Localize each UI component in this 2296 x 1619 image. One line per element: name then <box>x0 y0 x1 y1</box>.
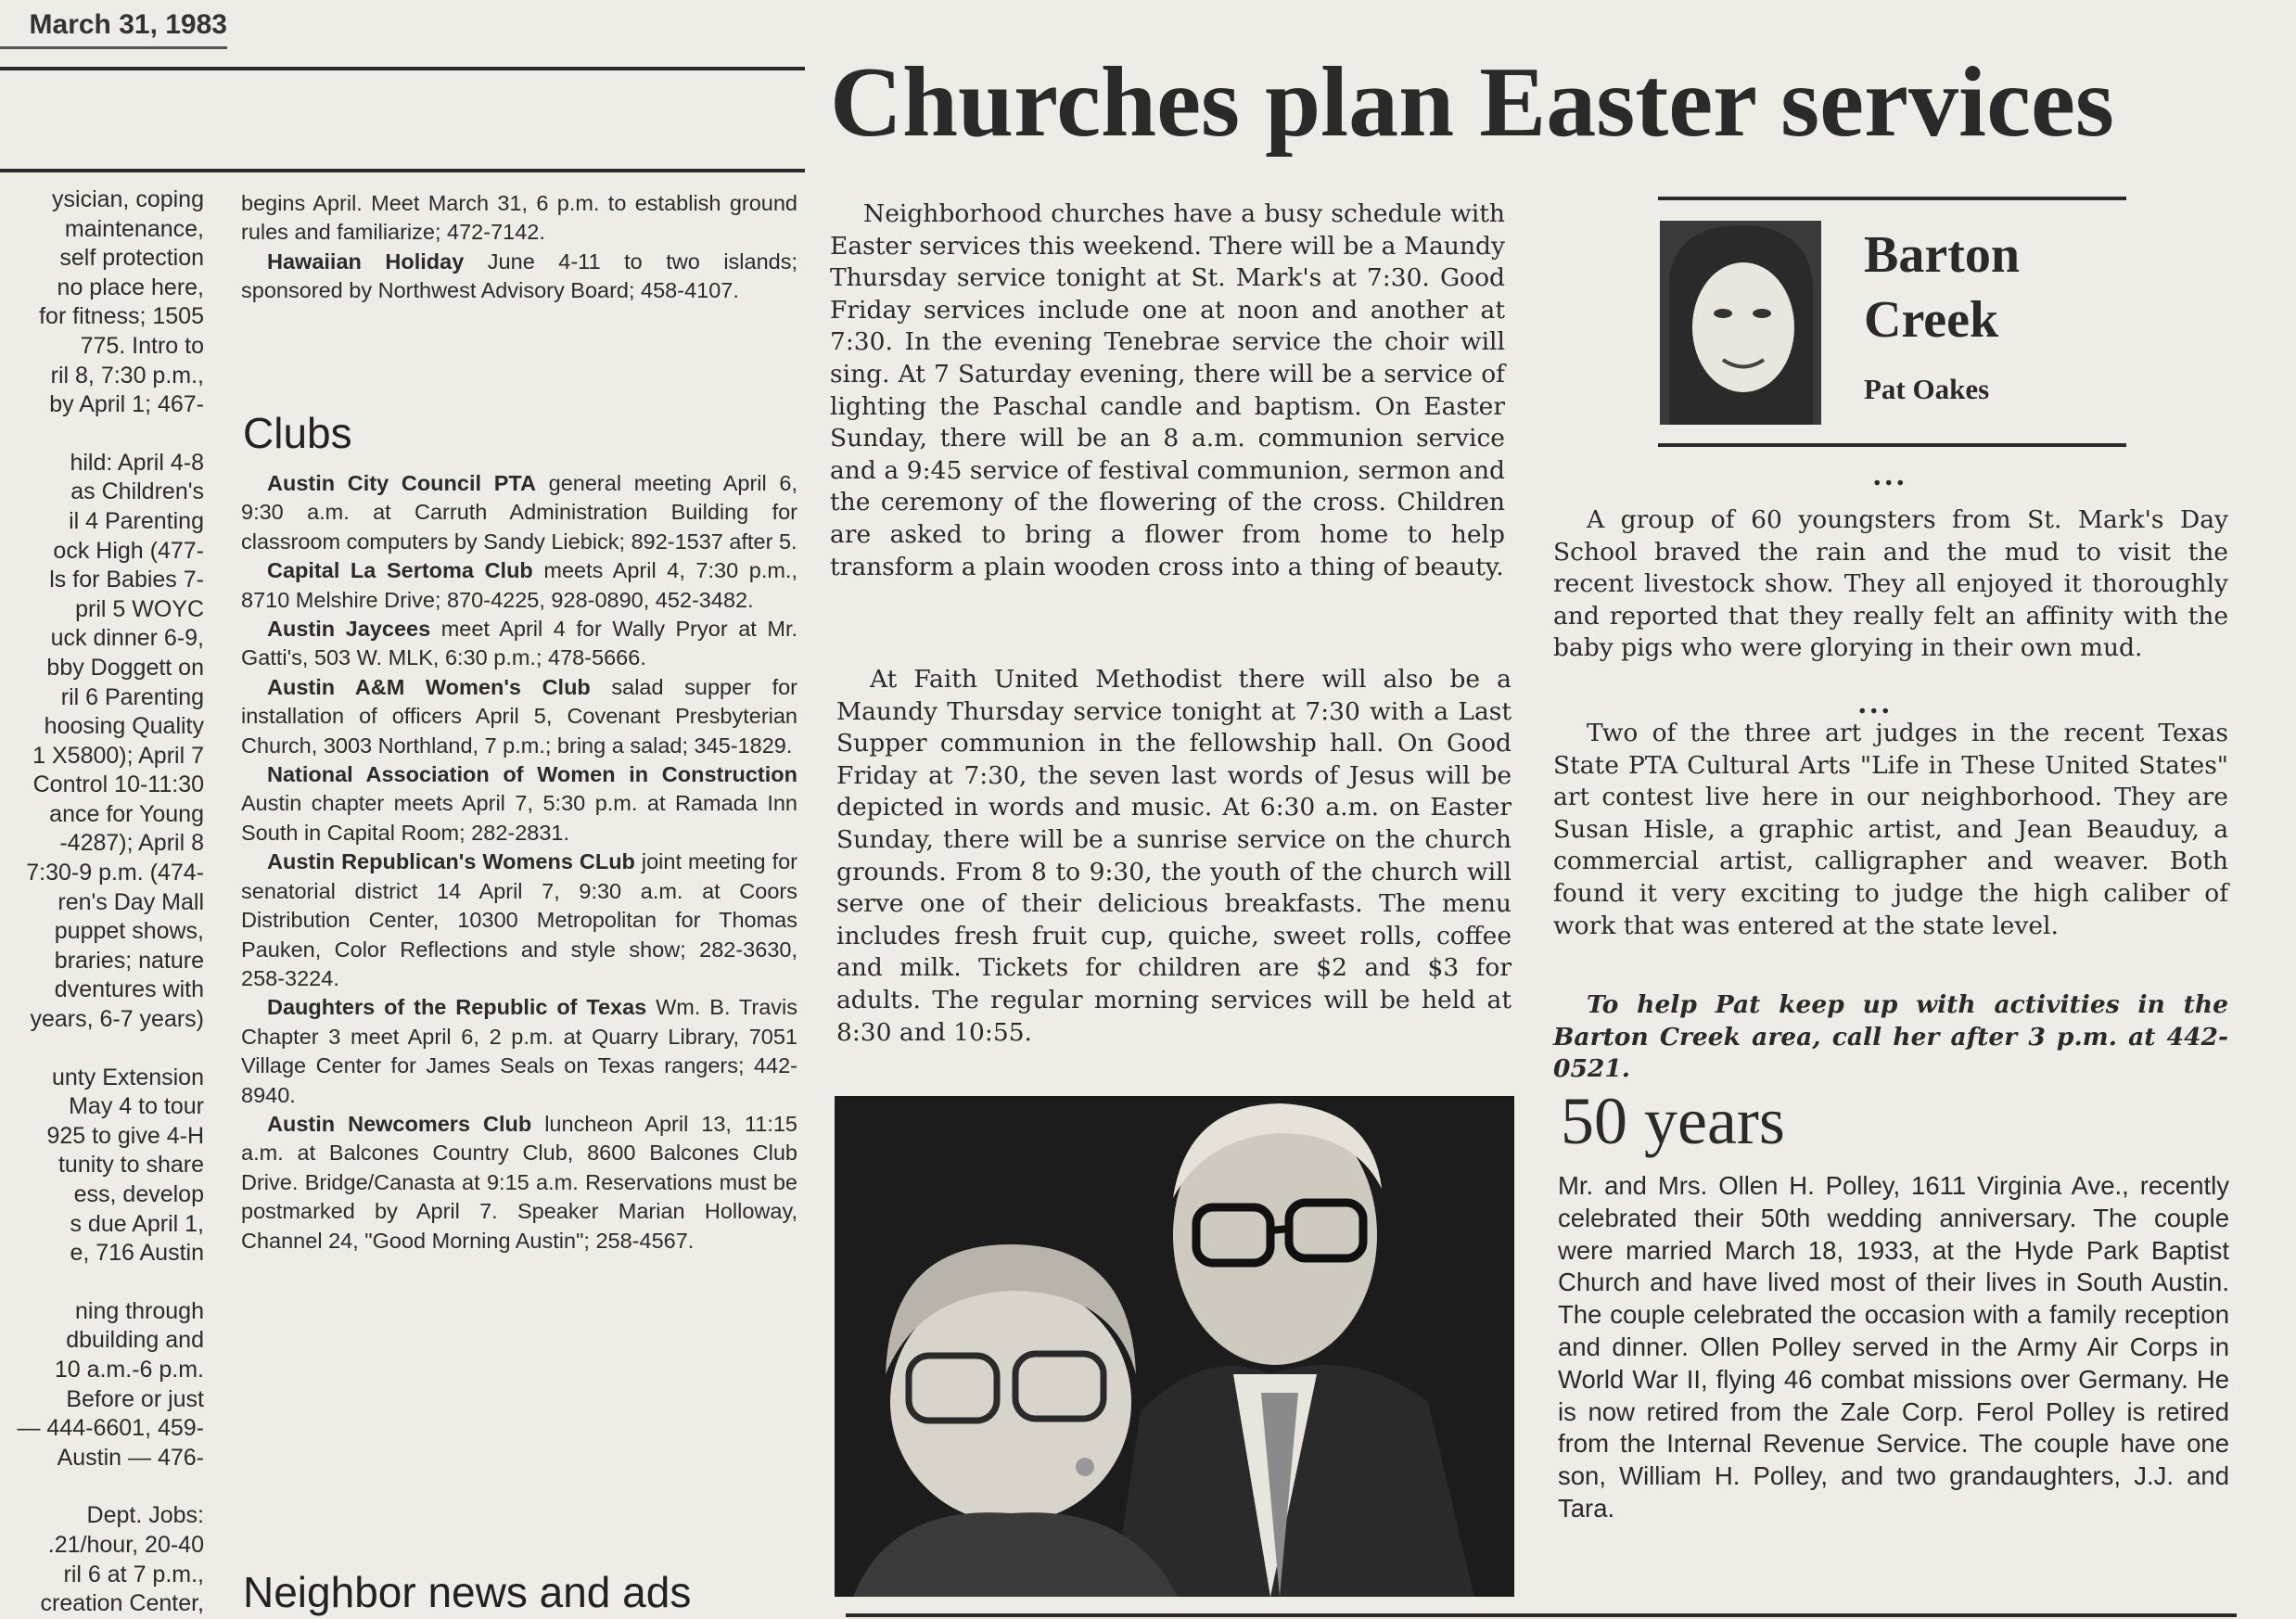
club-item <box>241 556 797 615</box>
club-item <box>241 760 797 848</box>
contact-note: To help Pat keep up with activities in the Barton Creek area, call her after 3 p.m. at 442-0521. <box>1553 990 2228 1084</box>
club-item <box>241 469 797 556</box>
left-column-line: Austin — 476- <box>57 1444 204 1471</box>
left-column-line: bby Doggett on <box>46 654 204 681</box>
left-column-line: no place here, <box>57 274 204 300</box>
hawaiian-holiday-item: Hawaiian Holiday June 4-11 to two islands; sponsored by Northwest Advisory Board; 458-4107. <box>241 249 797 303</box>
left-column-line <box>0 1472 204 1501</box>
left-column-line: tunity to share <box>57 1152 204 1179</box>
club-name: Capital La Sertoma Club <box>267 558 533 583</box>
club-details: general meeting April 6, 9:30 a.m. at Carruth Administration Building for classroom computers by Sandy Liebick; 892-1537 after 5. <box>241 471 797 554</box>
left-column-line <box>0 1268 204 1297</box>
clubs-list <box>241 469 797 1256</box>
left-column-line: ance for Young <box>49 800 204 827</box>
top-rule <box>0 67 805 70</box>
author-photo <box>1660 221 1821 425</box>
left-clipped-column <box>0 185 204 1619</box>
left-column-line: years, 6-7 years) <box>30 1006 204 1033</box>
left-column-line: ning through <box>74 1297 204 1324</box>
club-item <box>241 848 797 993</box>
left-column-line: ril 6 at 7 p.m., <box>63 1561 204 1587</box>
club-name: Austin A&M Women's Club <box>267 674 591 699</box>
story-paragraph-2: At Faith United Methodist there will also be a Maundy Thursday service tonight at 7:30 with a Last Supper communion in the fellowship hall. On Good Friday at 7:30, the seven last words of Jesus will be depicted in words and music. At 6:30 a.m. on Easter Sunday, there will be a sunrise service on the church grounds. From 8 to 9:30, the youth of the church will serve one of their delicious breakfasts. The menu includes fresh fruit cup, quiche, sweet rolls, coffee and milk. Tickets for children are $2 and $3 for adults. The regular morning services will be held at 8:30 and 10:55. <box>836 665 1512 1047</box>
left-column-line: dventures with <box>54 976 204 1003</box>
left-column-line: pril 5 WOYC <box>75 595 204 622</box>
club-name: Daughters of the Republic of Texas <box>267 995 647 1020</box>
left-column-line: 1 X5800); April 7 <box>32 742 204 769</box>
couple-photo <box>835 1096 1514 1597</box>
author-name: Pat Oakes <box>1864 373 1990 405</box>
club-name: Austin City Council PTA <box>267 471 536 495</box>
left-column-line: ess, develop <box>73 1181 204 1207</box>
club-name: National Association of Women in Construction <box>267 762 797 787</box>
left-column-line: 10 a.m.-6 p.m. <box>54 1356 204 1383</box>
club-item <box>241 615 797 673</box>
separator-dots-1: ... <box>1873 458 1908 492</box>
anniversary-text: Mr. and Mrs. Ollen H. Polley, 1611 Virginia Ave., recently celebrated their 50th wedding anniversary. The couple were married March 18, 1933, at the Hyde Park Baptist Church and have lived most of their lives in South Austin. The couple celebrated the occasion with a family reception and dinner. Ollen Polley served in the Army Air Corps in World War II, flying 46 combat missions over Germany. He is now retired from the Zale Corp. Ferol Polley is retired from the Internal Revenue Service. The couple have one son, William H. Polley, and two grandaughters, J.J. and Tara. <box>1558 1171 2229 1523</box>
left-column-line: Control 10-11:30 <box>32 771 204 798</box>
left-column-line: ren's Day Mall <box>57 888 204 915</box>
left-column-line: hoosing Quality <box>44 713 204 740</box>
left-column-line: ril 6 Parenting <box>60 683 204 710</box>
left-column-line: 7:30-9 p.m. (474- <box>26 860 204 886</box>
left-column-line: uck dinner 6-9, <box>50 625 204 652</box>
left-column-line: unty Extension <box>52 1064 204 1090</box>
left-column-line: il 4 Parenting <box>69 507 204 534</box>
left-column-line: ysician, coping <box>52 186 204 212</box>
club-details: Wm. B. Travis Chapter 3 meet April 6, 2 p.m. at Quarry Library, 7051 Village Center for James Seals on Texas rangers; 442-8940. <box>241 995 798 1107</box>
bottom-rule <box>846 1613 2237 1617</box>
club-name: Austin Republican's Womens CLub <box>267 849 635 874</box>
left-column-line: 775. Intro to <box>80 332 204 359</box>
left-column-line: 925 to give 4-H <box>46 1122 204 1149</box>
club-details: Austin chapter meets April 7, 5:30 p.m. at Ramada Inn South in Capital Room; 282-2831. <box>241 791 797 845</box>
left-column-line: .21/hour, 20-40 <box>47 1531 204 1558</box>
dateline: March 31, 1983 <box>0 9 227 49</box>
left-column-line <box>0 420 204 449</box>
right-story-paragraph-1: A group of 60 youngsters from St. Mark's Day School braved the rain and the mud to visit the recent livestock show. They all enjoyed it thoroughly and reported that they really felt an affinity with the baby pigs who were glorying in their own mud. <box>1553 505 2228 663</box>
left-column-line: e, 716 Austin <box>70 1240 204 1267</box>
left-section-rule <box>0 169 805 172</box>
left-column-line <box>0 1035 204 1064</box>
left-column-line: self protection <box>59 245 204 272</box>
left-column-line: Dept. Jobs: <box>86 1502 204 1529</box>
left-column-line: creation Center, <box>40 1590 204 1617</box>
story-paragraph-1: Neighborhood churches have a busy schedule with Easter services this weekend. There will be a Maundy Thursday service tonight at St. Mark's at 7:30. Good Friday services include one at noon and another at 7:30. In the evening Tenebrae service the choir will sing. At 7 Saturday evening, there will be a service of lighting the Paschal candle and baptism. On Easter Sunday, there will be an 8 a.m. communion service and a 9:45 service of festival communion, sermon and the ceremony of the flowering of the cross. Children are asked to bring a flower from home to help transform a plain wooden cross into a thing of beauty. <box>830 199 1505 581</box>
clubs-heading: Clubs <box>243 409 352 457</box>
left-column-line: braries; nature <box>54 947 204 974</box>
club-item <box>241 673 797 760</box>
left-column-line: May 4 to tour <box>69 1093 204 1120</box>
club-details: joint meeting for senatorial district 14 April 7, 9:30 a.m. at Coors Distribution Center, 10300 Metropolitan for Thomas Pauken, Color Reflections and style show; 282-3630, 258-3224. <box>241 849 797 990</box>
left-column-line: for fitness; 1505 <box>39 303 204 330</box>
left-column-line: — 444-6601, 459- <box>17 1415 204 1442</box>
club-details: salad supper for installation of officers April 5, Covenant Presbyterian Church, 3003 Northland, 7 p.m.; bring a salad; 345-1829. <box>241 674 797 758</box>
club-name: Austin Jaycees <box>267 617 431 642</box>
left-column-line: s due April 1, <box>70 1210 204 1237</box>
left-column-line: hild: April 4-8 <box>70 449 204 476</box>
left-column-line: ls for Babies 7- <box>49 567 204 593</box>
left-column-line: maintenance, <box>64 215 204 242</box>
right-story-paragraph-2: Two of the three art judges in the recent Texas State PTA Cultural Arts "Life in These United States" art contest live here in our neighborhood. They are Susan Hisle, a graphic artist, and Jean Beauduy, a commercial artist, calligrapher and weaver. Both found it very exciting to judge the high caliber of work that was entered at the state level. <box>1553 719 2228 940</box>
separator-dots-2: ... <box>1858 686 1894 720</box>
anniversary-heading: 50 years <box>1561 1084 1785 1158</box>
left-column-line: -4287); April 8 <box>59 830 204 857</box>
club-details: meet April 4 for Wally Pryor at Mr. Gatti's, 503 W. MLK, 6:30 p.m.; 478-5666. <box>241 617 797 670</box>
left-column-line: Before or just <box>66 1385 204 1412</box>
headline: Churches plan Easter services <box>830 47 2114 158</box>
neighbor-news-heading: Neighbor news and ads <box>243 1568 692 1616</box>
club-name: Austin Newcomers Club <box>267 1111 532 1136</box>
left-column-line: puppet shows, <box>54 918 204 945</box>
left-column-line: ock High (477- <box>53 537 204 564</box>
left-column-line: ril 8, 7:30 p.m., <box>50 362 204 389</box>
clubs-column-top <box>241 189 797 306</box>
club-details: meets April 4, 7:30 p.m., 8710 Melshire Drive; 870-4225, 928-0890, 452-3482. <box>241 558 797 612</box>
previous-item-text: begins April. Meet March 31, 6 p.m. to establish ground rules and familiarize; 472-7142. <box>241 191 797 245</box>
left-column-line: dbuilding and <box>66 1327 204 1354</box>
club-item <box>241 993 797 1110</box>
club-item <box>241 1110 797 1256</box>
left-column-line: by April 1; 467- <box>49 391 204 418</box>
column-name: Barton Creek <box>1864 226 2020 349</box>
club-details: luncheon April 13, 11:15 a.m. at Balcones Country Club, 8600 Balcones Club Drive. Bridge/Canasta at 9:15 a.m. Reservations must be postmarked by April 7. Speaker Marian Holloway, Channel 24, "Good Morning Austin"; 258-4567. <box>241 1111 798 1253</box>
left-column-line: as Children's <box>70 478 204 505</box>
